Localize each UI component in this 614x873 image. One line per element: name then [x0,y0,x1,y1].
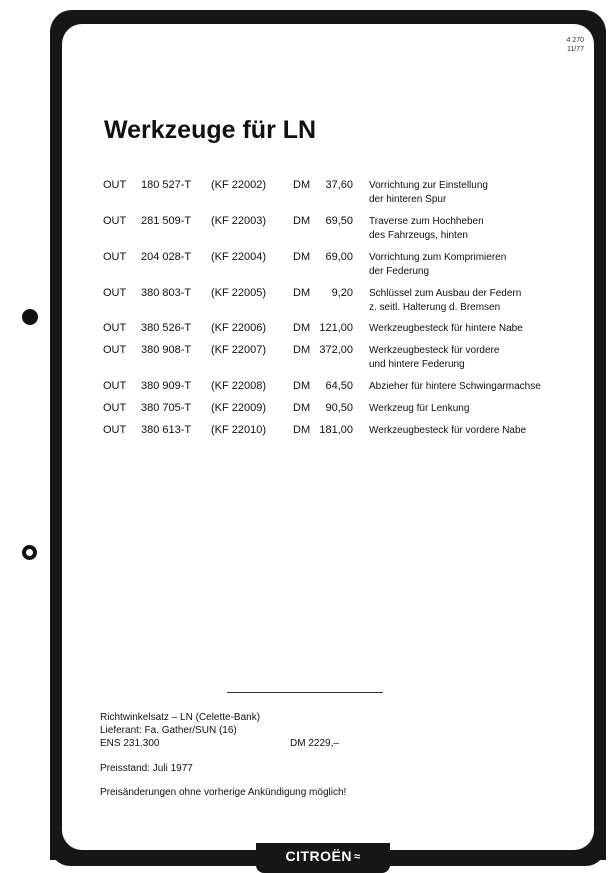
description-line: Traverse zum Hochheben [369,216,484,227]
part-number: 180 527-T [141,179,192,191]
kf-number: (KF 22005) [211,287,267,299]
description [369,179,488,207]
kf-number: (KF 22002) [211,179,267,191]
price: 90,50 [325,402,353,414]
description [369,424,526,438]
status-label: OUT [103,402,127,414]
tool-row [0,251,614,281]
kf-number: (KF 22006) [211,322,267,334]
price: 64,50 [325,380,353,392]
price: 9,20 [331,287,353,299]
description-line: Werkzeugbesteck für hintere Nabe [369,323,523,334]
price: 181,00 [319,424,353,436]
divider-line [227,692,383,693]
description-line: Werkzeug für Lenkung [369,403,470,414]
kf-number: (KF 22009) [211,402,267,414]
reference-date: 11/77 [567,46,584,53]
currency: DM [293,424,311,436]
tool-row [0,215,614,245]
currency: DM [293,402,311,414]
status-label: OUT [103,322,127,334]
description-line: der Federung [369,266,430,277]
description-line: Abzieher für hintere Schwingarmachse [369,381,541,392]
description [369,322,523,336]
price: 69,50 [325,215,353,227]
footer-price-state: Preisstand: Juli 1977 [100,763,193,774]
part-number: 380 705-T [141,402,192,414]
footer-supplier: Lieferant: Fa. Gather/SUN (16) [100,725,237,736]
tool-row [0,287,614,317]
reference-code [540,36,584,54]
chevron-logo-icon: ≈ [353,851,361,863]
currency: DM [293,344,311,356]
currency: DM [293,179,311,191]
brand-logo [256,848,390,864]
price: 37,60 [325,179,353,191]
description [369,380,541,394]
status-label: OUT [103,179,127,191]
page-title: Werkzeuge für LN [104,116,317,144]
footer-ens-number: ENS 231.300 [100,738,160,749]
part-number: 204 028-T [141,251,192,263]
kf-number: (KF 22004) [211,251,267,263]
status-label: OUT [103,344,127,356]
kf-number: (KF 22008) [211,380,267,392]
part-number: 380 803-T [141,287,192,299]
part-number: 380 908-T [141,344,192,356]
part-number: 380 613-T [141,424,192,436]
description-line: Vorrichtung zur Einstellung [369,180,488,191]
tool-row [0,344,614,374]
reference-number: 4 270 [566,37,584,44]
description-line: des Fahrzeugs, hinten [369,230,468,241]
currency: DM [293,380,311,392]
footer-set-name: Richtwinkelsatz – LN (Celette-Bank) [100,712,261,723]
part-number: 380 526-T [141,322,192,334]
description-line: Werkzeugbesteck für vordere Nabe [369,425,527,436]
status-label: OUT [103,287,127,299]
footer-notice: Preisänderungen ohne vorherige Ankündigung möglich! [100,787,347,798]
price: 372,00 [319,344,353,356]
description-line: der hinteren Spur [369,194,447,205]
punch-hole-open [22,545,37,560]
part-number: 281 509-T [141,215,192,227]
description-line: z. seitl. Halterung d. Bremsen [369,302,501,313]
description [369,251,506,279]
price: 69,00 [325,251,353,263]
description-line: Schlüssel zum Ausbau der Federn [369,288,522,299]
status-label: OUT [103,251,127,263]
part-number: 380 909-T [141,380,192,392]
status-label: OUT [103,215,127,227]
tool-row [0,424,614,454]
price: 121,00 [319,322,353,334]
currency: DM [293,251,311,263]
kf-number: (KF 22003) [211,215,267,227]
footer-total-price: DM 2229,– [290,738,339,749]
status-label: OUT [103,380,127,392]
description [369,344,499,372]
tool-row [0,179,614,209]
description [369,402,469,416]
brand-name: CITROËN [285,848,352,864]
description-line: Vorrichtung zum Komprimieren [369,252,507,263]
description [369,215,484,243]
description-line: und hintere Federung [369,359,465,370]
status-label: OUT [103,424,127,436]
currency: DM [293,287,311,299]
description [369,287,521,315]
kf-number: (KF 22007) [211,344,267,356]
currency: DM [293,322,311,334]
kf-number: (KF 22010) [211,424,267,436]
description-line: Werkzeugbesteck für vordere [369,345,500,356]
currency: DM [293,215,311,227]
